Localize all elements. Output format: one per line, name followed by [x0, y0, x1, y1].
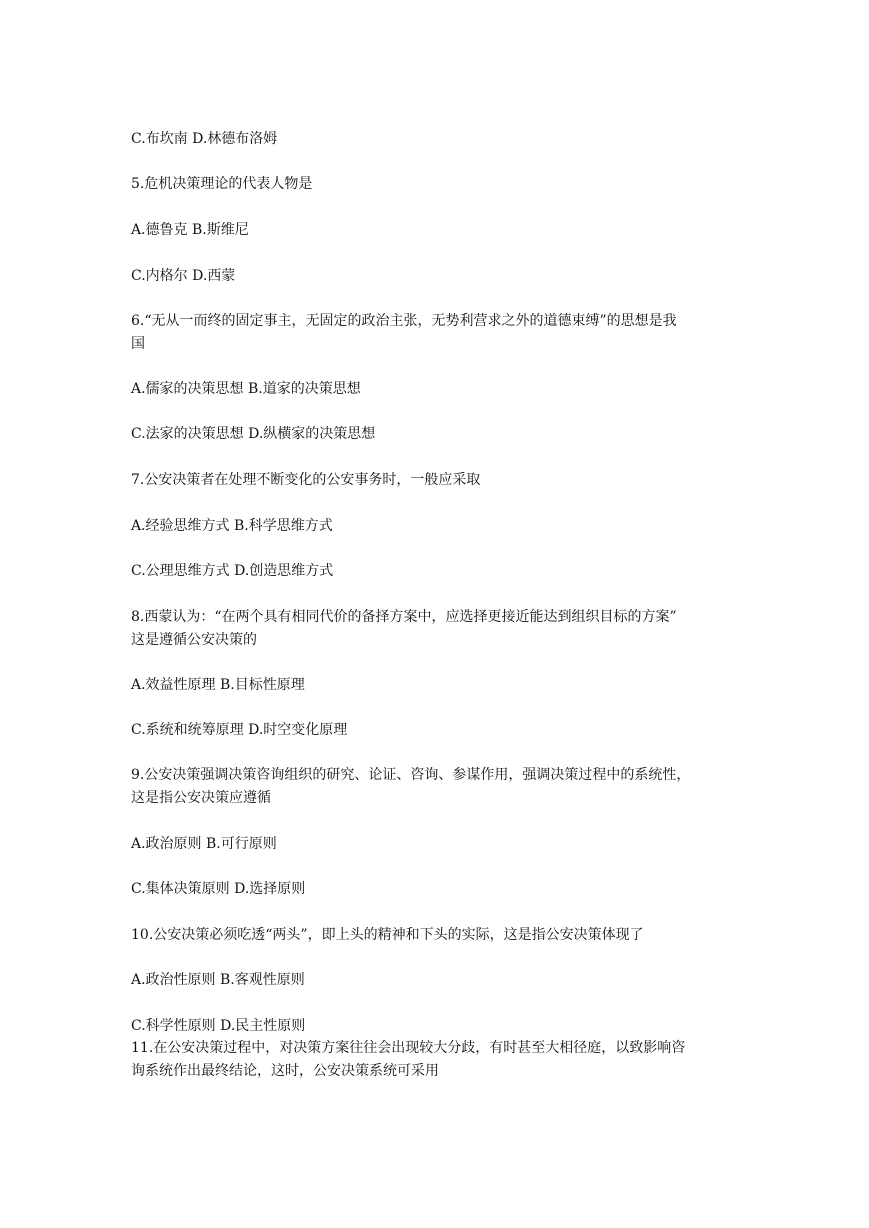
option-line-8cd: C.系统和统筹原理 D.时空变化原理 [131, 722, 348, 738]
question-5: 5.危机决策理论的代表人物是 [131, 176, 313, 192]
option-line-9ab: A.政治原则 B.可行原则 [131, 836, 277, 852]
question-10: 10.公安决策必须吃透“两头”，即上头的精神和下头的实际，这是指公安决策体现了 [131, 927, 644, 943]
question-9-line2: 这是指公安决策应遵循 [131, 790, 271, 806]
question-11-line2: 询系统作出最终结论，这时，公安决策系统可采用 [131, 1063, 439, 1079]
option-line-9cd: C.集体决策原则 D.选择原则 [131, 881, 306, 897]
question-8-line2: 这是遵循公安决策的 [131, 632, 257, 648]
option-line-10cd: C.科学性原则 D.民主性原则 [131, 1018, 306, 1034]
option-line-4cd: C.布坎南 D.林德布洛姆 [131, 131, 278, 147]
question-9-line1: 9.公安决策强调决策咨询组织的研究、论证、咨询、参谋作用，强调决策过程中的系统性， [131, 767, 691, 783]
option-line-8ab: A.效益性原理 B.目标性原理 [131, 677, 305, 693]
question-6-line2: 国 [131, 336, 145, 352]
option-line-10ab: A.政治性原则 B.客观性原则 [131, 972, 305, 988]
option-line-7cd: C.公理思维方式 D.创造思维方式 [131, 563, 334, 579]
question-6-line1: 6.“无从一而终的固定事主，无固定的政治主张，无势利营求之外的道德束缚”的思想是我 [131, 313, 677, 329]
option-line-6cd: C.法家的决策思想 D.纵横家的决策思想 [131, 426, 376, 442]
option-line-6ab: A.儒家的决策思想 B.道家的决策思想 [131, 381, 361, 397]
question-7: 7.公安决策者在处理不断变化的公安事务时，一般应采取 [131, 472, 481, 488]
option-line-5ab: A.德鲁克 B.斯维尼 [131, 222, 249, 238]
question-8-line1: 8.西蒙认为：“在两个具有相同代价的备择方案中，应选择更接近能达到组织目标的方案” [131, 609, 677, 625]
option-line-7ab: A.经验思维方式 B.科学思维方式 [131, 518, 333, 534]
option-line-5cd: C.内格尔 D.西蒙 [131, 268, 236, 284]
question-11-line1: 11.在公安决策过程中，对决策方案往往会出现较大分歧，有时甚至大相径庭，以致影响咨 [131, 1040, 686, 1056]
